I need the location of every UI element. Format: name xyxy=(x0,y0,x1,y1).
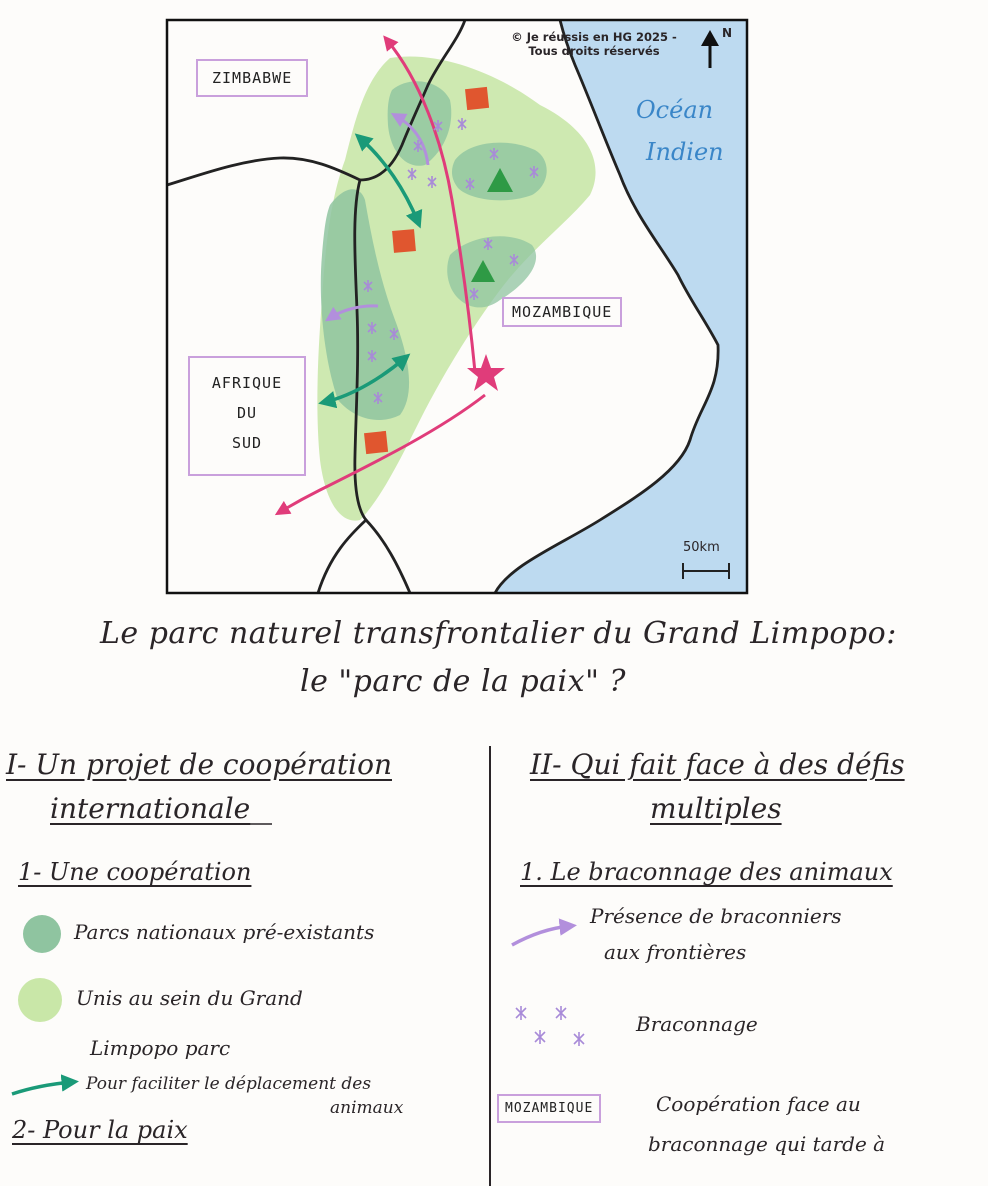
legend-poachers-label-line1: Présence de braconniers xyxy=(590,904,842,928)
scale-label: 50km xyxy=(683,540,720,555)
legend-movement-arrow xyxy=(12,1082,72,1094)
red-square-marker xyxy=(392,229,416,253)
column-divider xyxy=(489,746,491,1186)
ocean-label-line1: Océan xyxy=(636,96,714,124)
legend-movement-label-line1: Pour faciliter le déplacement des xyxy=(86,1074,372,1094)
legend-movement-label-line2: animaux xyxy=(330,1098,404,1118)
part1-sub1: 1- Une coopération xyxy=(18,858,252,886)
ocean-label-line2: Indien xyxy=(646,138,724,166)
page-title-line1: Le parc naturel transfrontalier du Grand Limpopo: xyxy=(100,616,897,651)
red-square-marker xyxy=(465,87,489,110)
country-label-mozambique: MOZAMBIQUE xyxy=(502,297,622,327)
part2-sub1: 1. Le braconnage des animaux xyxy=(520,858,893,886)
legend-mozambique-label-line1: Coopération face au xyxy=(656,1092,861,1116)
legend-mozambique-label-line2: braconnage qui tarde à xyxy=(648,1132,886,1156)
border-mozambique-fork-east xyxy=(366,520,410,593)
part2-heading-line2: multiples xyxy=(650,792,782,825)
border-zimbabwe-south-africa xyxy=(167,158,360,185)
country-label-zimbabwe: ZIMBABWE xyxy=(196,59,308,97)
page-title-line2: le "parc de la paix" ? xyxy=(300,664,626,699)
south-africa-line2: DU xyxy=(236,404,258,422)
legend-grand-limpopo-swatch xyxy=(18,978,62,1022)
country-label-south-africa xyxy=(188,356,306,476)
legend-poaching-label: Braconnage xyxy=(636,1012,758,1036)
part1-sub2: 2- Pour la paix xyxy=(12,1116,188,1144)
legend-united-label-line2: Limpopo parc xyxy=(90,1036,231,1060)
part1-heading-line1: I- Un projet de coopération xyxy=(6,748,392,781)
legend-united-label-line1: Unis au sein du Grand xyxy=(76,986,303,1010)
legend-existing-parks-label: Parcs nationaux pré-existants xyxy=(74,920,375,944)
map-copyright xyxy=(504,30,684,58)
legend-poacher-arrow xyxy=(512,926,570,945)
legend-poachers-label-line2: aux frontières xyxy=(604,940,747,964)
legend-mozambique-box: MOZAMBIQUE xyxy=(497,1094,601,1123)
copyright-line1: © Je réussis en HG 2025 - xyxy=(511,30,677,44)
part2-heading-line1: II- Qui fait face à des défis xyxy=(530,748,905,781)
legend-existing-parks-swatch xyxy=(23,915,61,953)
part1-heading-line2: internationale xyxy=(50,792,251,825)
north-label: N xyxy=(722,26,733,40)
border-south-africa-fork-west xyxy=(318,520,366,593)
south-africa-line1: AFRIQUE xyxy=(211,374,283,392)
red-square-marker xyxy=(364,431,388,454)
south-africa-line3: SUD xyxy=(231,434,263,452)
legend-poaching-marks xyxy=(516,1006,584,1046)
copyright-line2: Tous droits réservés xyxy=(528,44,660,58)
